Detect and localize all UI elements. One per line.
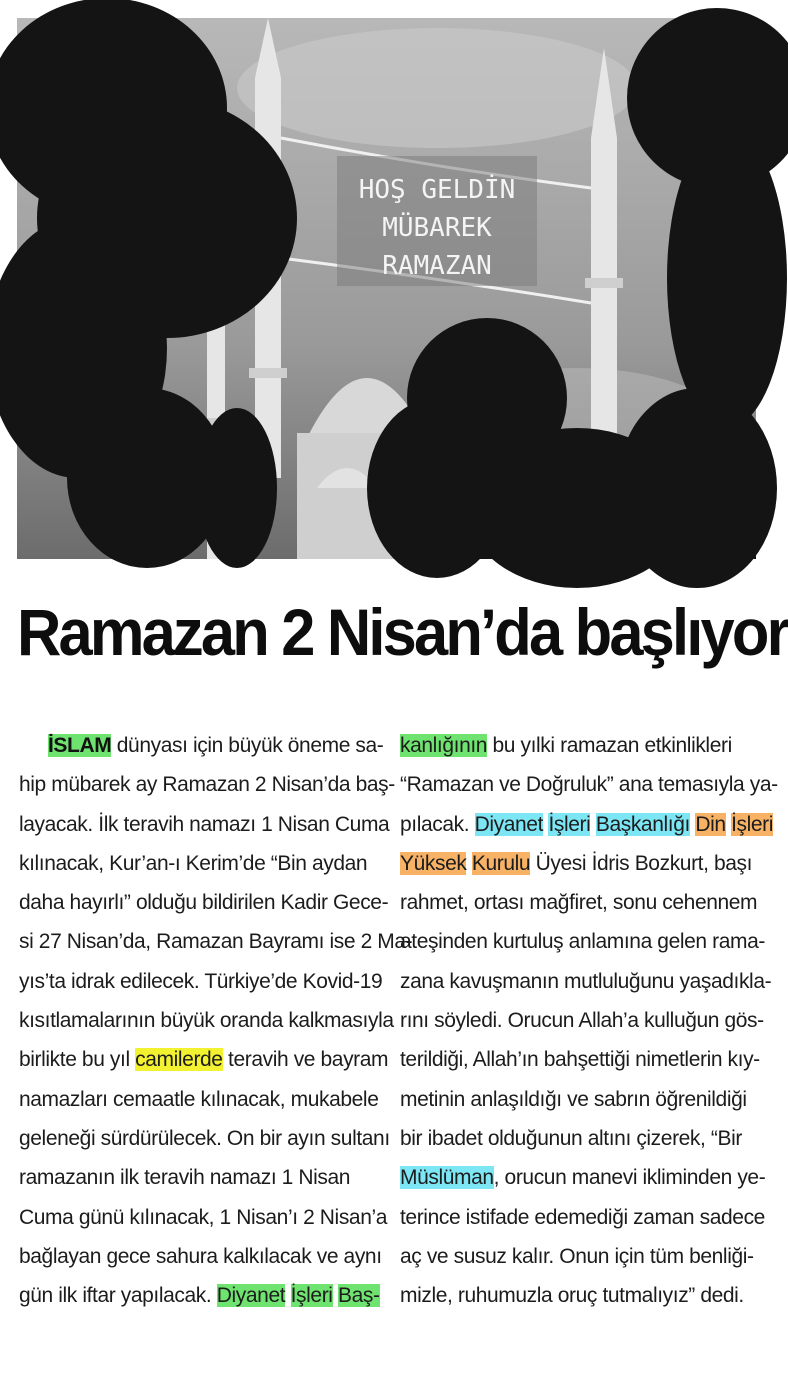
text-line: daha hayırlı” olduğu bildirilen Kadir Gece-: [19, 891, 389, 915]
article-column-left: [19, 726, 413, 1315]
text-line: yıs’ta idrak edilecek. Türkiye’de Kovid-19: [19, 969, 383, 993]
highlight-yuksek: Yüksek: [400, 851, 467, 875]
text-span: teravih ve bayram: [222, 1048, 389, 1072]
text-line: zana kavuşmanın mutluluğunu yaşadıkla-: [400, 969, 772, 993]
text-line: terildiği, Allah’ın bahşettiği nimetlerin kıy-: [400, 1048, 760, 1072]
text-line: [400, 726, 756, 765]
text-line: kılınacak, Kur’an-ı Kerim’de “Bin aydan: [19, 851, 368, 875]
text-span: gün ilk iftar yapılacak.: [19, 1284, 217, 1308]
highlight-kanliginin: kanlığının: [400, 734, 488, 757]
text-line: terince istifade edemediği zaman sadece: [400, 1205, 765, 1229]
text-span: Üyesi İdris Bozkurt, başı: [530, 851, 753, 875]
highlight-diyanet: Diyanet: [216, 1284, 286, 1308]
text-line: mizle, ruhumuzla oruç tutmalıyız” dedi.: [400, 1284, 744, 1308]
highlight-mosques: camilerde: [135, 1048, 223, 1072]
article-column-right: [400, 726, 778, 1315]
highlight-diyanet: Diyanet: [474, 812, 544, 836]
highlight-isleri: İşleri: [290, 1284, 333, 1308]
text-line: namazları cemaatle kılınacak, mukabele: [19, 1087, 379, 1111]
highlight-musluman: Müslüman: [400, 1166, 494, 1190]
article-photo: [17, 18, 756, 559]
text-line: ramazanın ilk teravih namazı 1 Nisan: [19, 1166, 351, 1190]
text-line: aç ve susuz kalır. Onun için tüm benliği-: [400, 1244, 754, 1268]
text-line: [19, 726, 384, 765]
text-line: [19, 1276, 380, 1315]
text-span: birlikte bu yıl: [19, 1048, 136, 1072]
text-line: rahmet, ortası mağfiret, sonu cehennem: [400, 891, 758, 915]
text-line: bir ibadet olduğunun altını çizerek, “Bir: [400, 1126, 742, 1150]
banner-line-3: RAMAZAN: [382, 251, 492, 281]
text-line: rını söyledi. Orucun Allah’a kulluğun gös-: [400, 1009, 764, 1033]
text-line: bağlayan gece sahura kalkılacak ve aynı: [19, 1244, 382, 1268]
mosque-photo-illustration: [17, 18, 756, 559]
text-span: dünyası için büyük öneme sa-: [111, 734, 384, 757]
banner-line-2: MÜBAREK: [382, 213, 492, 243]
text-line: [400, 844, 756, 883]
highlight-din: Din: [695, 812, 726, 836]
text-line: [19, 1040, 389, 1079]
text-line: kısıtlamalarının büyük oranda kalkmasıyla: [19, 1009, 394, 1033]
text-line: metinin anlaşıldığı ve sabrın öğrenildiği: [400, 1087, 747, 1111]
highlight-kurulu: Kurulu: [471, 851, 531, 875]
text-line: layacak. İlk teravih namazı 1 Nisan Cuma: [19, 812, 390, 836]
article-headline: Ramazan 2 Nisan’da başlıyor: [17, 595, 788, 669]
text-span: pılacak.: [400, 812, 475, 836]
text-line: Cuma günü kılınacak, 1 Nisan’ı 2 Nisan’a: [19, 1205, 388, 1229]
text-span: bu yılki ramazan etkinlikleri: [487, 734, 732, 757]
text-span: , orucun manevi ikliminden ye-: [493, 1166, 766, 1190]
text-line: [400, 805, 774, 844]
banner-line-1: HOŞ GELDİN: [358, 175, 516, 205]
highlight-baskanligi: Başkanlığı: [595, 812, 690, 836]
text-line: geleneği sürdürülecek. On bir ayın sultanı: [19, 1126, 390, 1150]
text-line: ateşinden kurtuluş anlamına gelen rama-: [400, 930, 765, 954]
text-line: “Ramazan ve Doğruluk” ana temasıyla ya-: [400, 773, 778, 797]
highlight-isleri-2: İşleri: [731, 812, 774, 836]
text-line: [400, 1158, 766, 1197]
highlight-isleri: İşleri: [548, 812, 591, 836]
text-line: si 27 Nisan’da, Ramazan Bayramı ise 2 Ma-: [19, 930, 413, 954]
kicker-label: İSLAM: [48, 734, 112, 757]
text-line: hip mübarek ay Ramazan 2 Nisan’da baş-: [19, 773, 395, 797]
highlight-bas: Baş-: [338, 1284, 380, 1308]
